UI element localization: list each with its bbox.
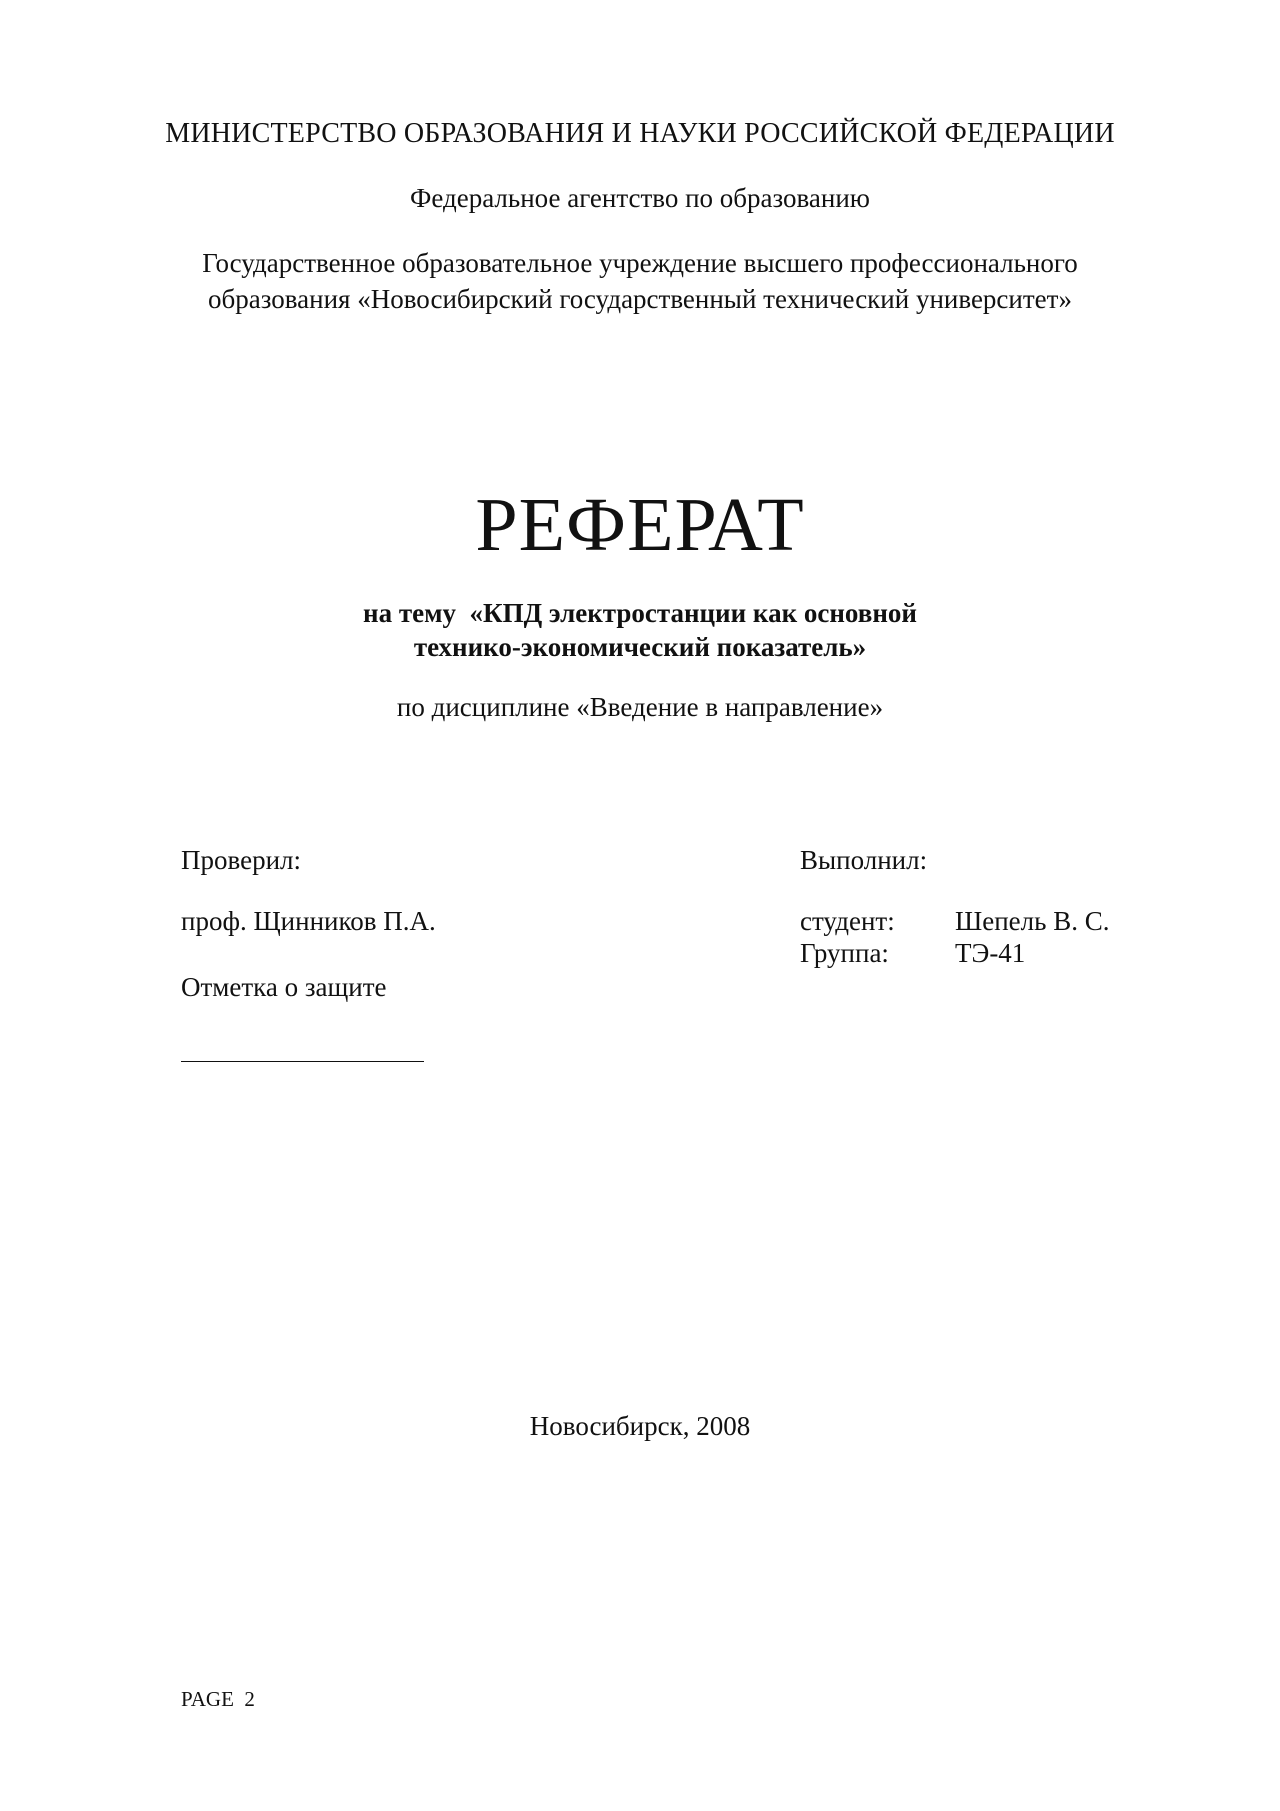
student-name: Шепель В. С. xyxy=(955,906,1110,936)
student-label: студент: xyxy=(800,906,895,936)
ministry-header: МИНИСТЕРСТВО ОБРАЗОВАНИЯ И НАУКИ РОССИЙСКОЙ ФЕДЕРАЦИИ xyxy=(165,118,1115,149)
performed-label: Выполнил: xyxy=(800,845,928,875)
group-label: Группа: xyxy=(800,938,889,968)
topic-line-2: технико-экономический показатель» xyxy=(413,632,867,662)
document-title: РЕФЕРАТ xyxy=(475,483,805,567)
institution-line-2: образования «Новосибирский государственный технический университет» xyxy=(208,284,1072,314)
topic-line-1: на тему «КПД электростанции как основной xyxy=(363,598,917,628)
checked-label: Проверил: xyxy=(181,845,301,875)
agency-header: Федеральное агентство по образованию xyxy=(410,183,870,213)
discipline: по дисциплине «Введение в направление» xyxy=(396,692,884,722)
city-year: Новосибирск, 2008 xyxy=(529,1411,751,1441)
defense-mark-label: Отметка о защите xyxy=(181,972,387,1002)
institution-line-1: Государственное образовательное учреждение высшего профессионального xyxy=(202,248,1078,278)
page-number: PAGE 2 xyxy=(181,1687,255,1711)
signature-line xyxy=(181,1061,424,1062)
topic xyxy=(0,596,1280,664)
group-value: ТЭ-41 xyxy=(955,938,1026,968)
reviewer-name: проф. Щинников П.А. xyxy=(181,906,436,936)
institution-header xyxy=(0,245,1280,317)
